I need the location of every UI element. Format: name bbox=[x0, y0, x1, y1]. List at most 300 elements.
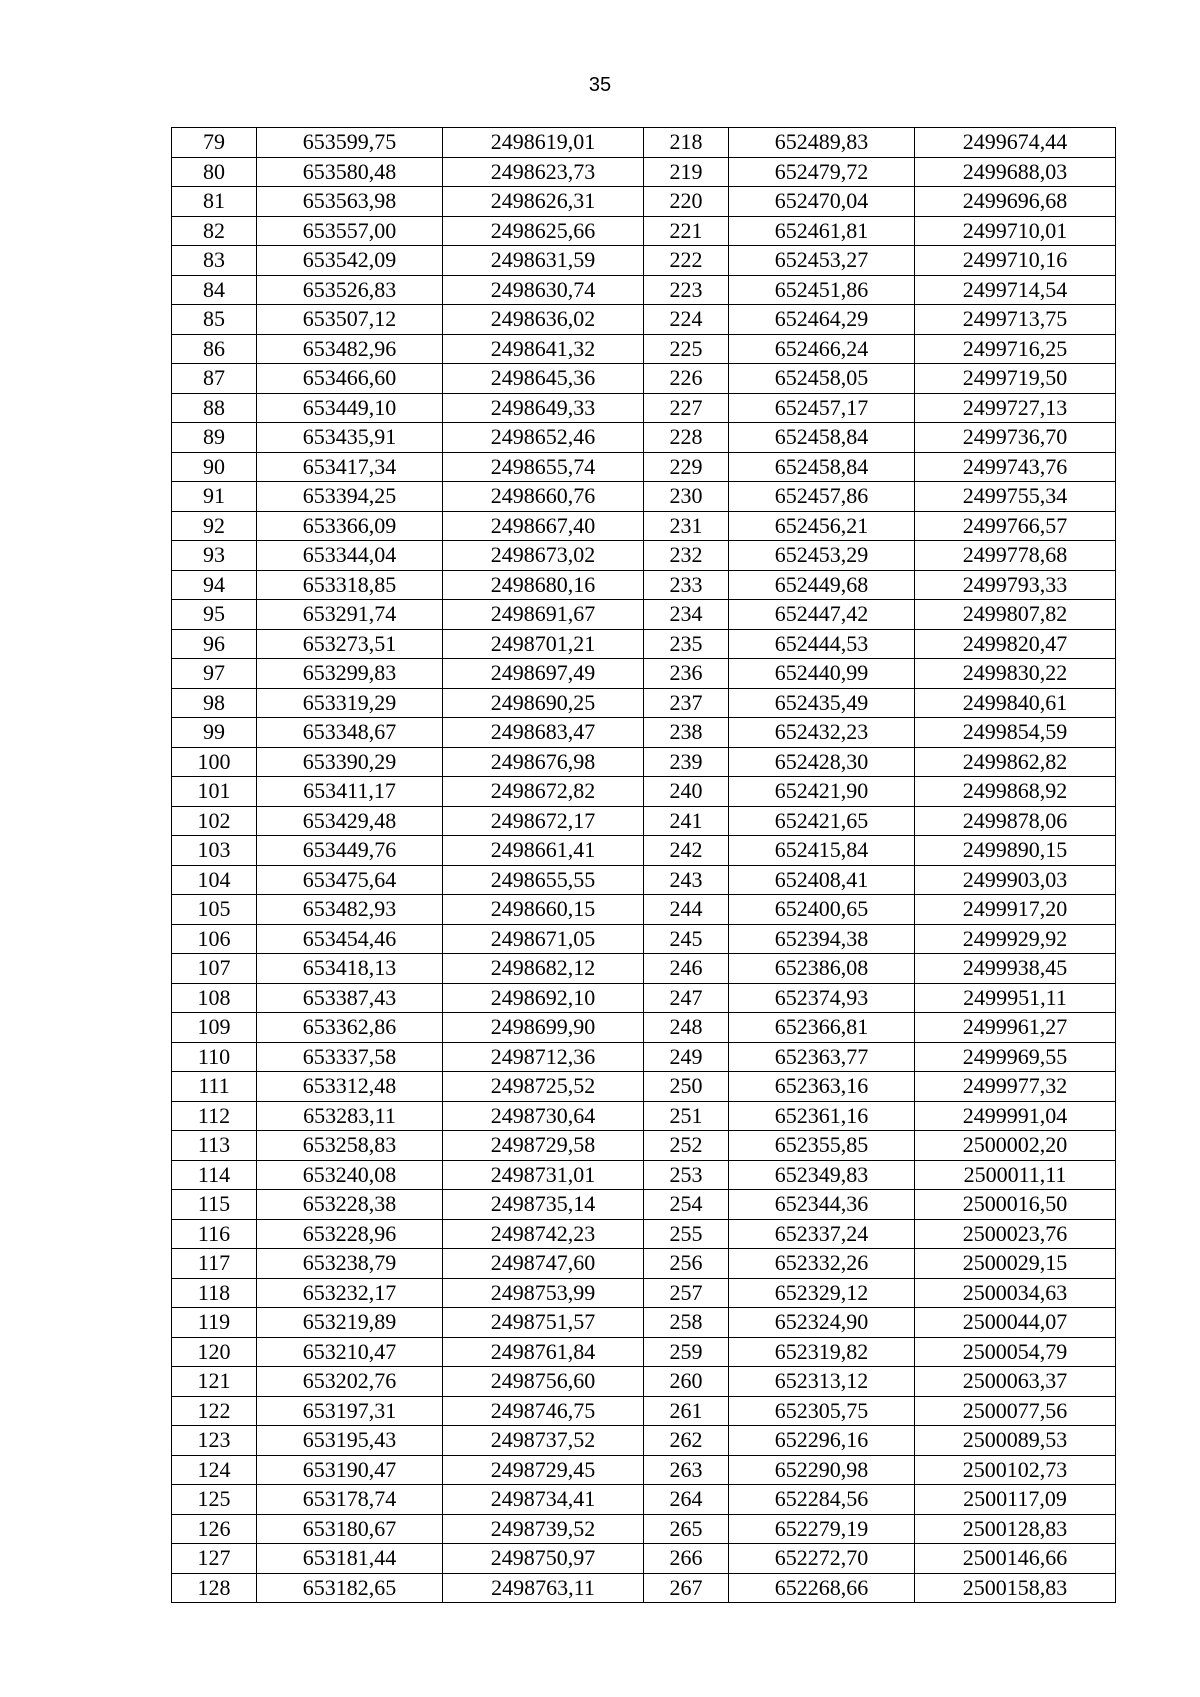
y-coordinate-cell: 2498701,21 bbox=[443, 629, 644, 659]
point-number-cell: 229 bbox=[644, 452, 729, 482]
y-coordinate-cell: 2498761,84 bbox=[443, 1337, 644, 1367]
point-number-cell: 86 bbox=[172, 334, 257, 364]
point-number-cell: 104 bbox=[172, 865, 257, 895]
x-coordinate-cell: 652361,16 bbox=[729, 1101, 915, 1131]
y-coordinate-cell: 2499938,45 bbox=[915, 954, 1116, 984]
table-row bbox=[172, 157, 1116, 187]
x-coordinate-cell: 653390,29 bbox=[257, 747, 443, 777]
x-coordinate-cell: 652464,29 bbox=[729, 305, 915, 335]
y-coordinate-cell: 2500077,56 bbox=[915, 1396, 1116, 1426]
point-number-cell: 233 bbox=[644, 570, 729, 600]
table-row bbox=[172, 1219, 1116, 1249]
point-number-cell: 264 bbox=[644, 1485, 729, 1515]
table-row bbox=[172, 895, 1116, 925]
table-row bbox=[172, 187, 1116, 217]
table-row bbox=[172, 983, 1116, 1013]
point-number-cell: 251 bbox=[644, 1101, 729, 1131]
point-number-cell: 226 bbox=[644, 364, 729, 394]
table-row bbox=[172, 1190, 1116, 1220]
table-row bbox=[172, 1514, 1116, 1544]
y-coordinate-cell: 2499688,03 bbox=[915, 157, 1116, 187]
y-coordinate-cell: 2499736,70 bbox=[915, 423, 1116, 453]
y-coordinate-cell: 2499714,54 bbox=[915, 275, 1116, 305]
table-row bbox=[172, 1072, 1116, 1102]
x-coordinate-cell: 652458,84 bbox=[729, 423, 915, 453]
point-number-cell: 118 bbox=[172, 1278, 257, 1308]
point-number-cell: 109 bbox=[172, 1013, 257, 1043]
point-number-cell: 97 bbox=[172, 659, 257, 689]
point-number-cell: 259 bbox=[644, 1337, 729, 1367]
point-number-cell: 249 bbox=[644, 1042, 729, 1072]
point-number-cell: 95 bbox=[172, 600, 257, 630]
x-coordinate-cell: 653318,85 bbox=[257, 570, 443, 600]
x-coordinate-cell: 652479,72 bbox=[729, 157, 915, 187]
point-number-cell: 221 bbox=[644, 216, 729, 246]
point-number-cell: 79 bbox=[172, 128, 257, 158]
x-coordinate-cell: 653348,67 bbox=[257, 718, 443, 748]
table-row bbox=[172, 1455, 1116, 1485]
point-number-cell: 83 bbox=[172, 246, 257, 276]
table-row bbox=[172, 570, 1116, 600]
y-coordinate-cell: 2499710,16 bbox=[915, 246, 1116, 276]
y-coordinate-cell: 2498660,15 bbox=[443, 895, 644, 925]
y-coordinate-cell: 2499854,59 bbox=[915, 718, 1116, 748]
x-coordinate-cell: 653319,29 bbox=[257, 688, 443, 718]
table-row bbox=[172, 1308, 1116, 1338]
point-number-cell: 121 bbox=[172, 1367, 257, 1397]
y-coordinate-cell: 2498690,25 bbox=[443, 688, 644, 718]
y-coordinate-cell: 2499878,06 bbox=[915, 806, 1116, 836]
y-coordinate-cell: 2498660,76 bbox=[443, 482, 644, 512]
x-coordinate-cell: 652456,21 bbox=[729, 511, 915, 541]
x-coordinate-cell: 653394,25 bbox=[257, 482, 443, 512]
x-coordinate-cell: 653449,10 bbox=[257, 393, 443, 423]
x-coordinate-cell: 652421,90 bbox=[729, 777, 915, 807]
page-number: 35 bbox=[588, 74, 612, 96]
x-coordinate-cell: 653435,91 bbox=[257, 423, 443, 453]
x-coordinate-cell: 652453,27 bbox=[729, 246, 915, 276]
x-coordinate-cell: 653475,64 bbox=[257, 865, 443, 895]
point-number-cell: 243 bbox=[644, 865, 729, 895]
x-coordinate-cell: 653580,48 bbox=[257, 157, 443, 187]
x-coordinate-cell: 653418,13 bbox=[257, 954, 443, 984]
x-coordinate-cell: 652284,56 bbox=[729, 1485, 915, 1515]
x-coordinate-cell: 652451,86 bbox=[729, 275, 915, 305]
table-row bbox=[172, 541, 1116, 571]
table-row bbox=[172, 777, 1116, 807]
x-coordinate-cell: 652355,85 bbox=[729, 1131, 915, 1161]
point-number-cell: 218 bbox=[644, 128, 729, 158]
y-coordinate-cell: 2500011,11 bbox=[915, 1160, 1116, 1190]
point-number-cell: 262 bbox=[644, 1426, 729, 1456]
point-number-cell: 234 bbox=[644, 600, 729, 630]
y-coordinate-cell: 2498729,45 bbox=[443, 1455, 644, 1485]
x-coordinate-cell: 653366,09 bbox=[257, 511, 443, 541]
y-coordinate-cell: 2500034,63 bbox=[915, 1278, 1116, 1308]
y-coordinate-cell: 2499719,50 bbox=[915, 364, 1116, 394]
y-coordinate-cell: 2498636,02 bbox=[443, 305, 644, 335]
y-coordinate-cell: 2500128,83 bbox=[915, 1514, 1116, 1544]
point-number-cell: 96 bbox=[172, 629, 257, 659]
x-coordinate-cell: 653362,86 bbox=[257, 1013, 443, 1043]
table-row bbox=[172, 1013, 1116, 1043]
x-coordinate-cell: 653482,93 bbox=[257, 895, 443, 925]
table-row bbox=[172, 600, 1116, 630]
table-row bbox=[172, 216, 1116, 246]
table-row bbox=[172, 924, 1116, 954]
y-coordinate-cell: 2499793,33 bbox=[915, 570, 1116, 600]
y-coordinate-cell: 2498672,17 bbox=[443, 806, 644, 836]
point-number-cell: 228 bbox=[644, 423, 729, 453]
y-coordinate-cell: 2498673,02 bbox=[443, 541, 644, 571]
table-row bbox=[172, 836, 1116, 866]
x-coordinate-cell: 653232,17 bbox=[257, 1278, 443, 1308]
x-coordinate-cell: 652440,99 bbox=[729, 659, 915, 689]
y-coordinate-cell: 2499696,68 bbox=[915, 187, 1116, 217]
x-coordinate-cell: 652279,19 bbox=[729, 1514, 915, 1544]
table-row bbox=[172, 423, 1116, 453]
point-number-cell: 102 bbox=[172, 806, 257, 836]
y-coordinate-cell: 2498734,41 bbox=[443, 1485, 644, 1515]
x-coordinate-cell: 652329,12 bbox=[729, 1278, 915, 1308]
y-coordinate-cell: 2499710,01 bbox=[915, 216, 1116, 246]
coordinates-table bbox=[171, 127, 1116, 1603]
table-row bbox=[172, 806, 1116, 836]
x-coordinate-cell: 653337,58 bbox=[257, 1042, 443, 1072]
point-number-cell: 265 bbox=[644, 1514, 729, 1544]
table-row bbox=[172, 1544, 1116, 1574]
table-row bbox=[172, 1278, 1116, 1308]
y-coordinate-cell: 2498691,67 bbox=[443, 600, 644, 630]
x-coordinate-cell: 652447,42 bbox=[729, 600, 915, 630]
y-coordinate-cell: 2498630,74 bbox=[443, 275, 644, 305]
y-coordinate-cell: 2498680,16 bbox=[443, 570, 644, 600]
y-coordinate-cell: 2498682,12 bbox=[443, 954, 644, 984]
y-coordinate-cell: 2499951,11 bbox=[915, 983, 1116, 1013]
point-number-cell: 239 bbox=[644, 747, 729, 777]
point-number-cell: 82 bbox=[172, 216, 257, 246]
y-coordinate-cell: 2498683,47 bbox=[443, 718, 644, 748]
point-number-cell: 117 bbox=[172, 1249, 257, 1279]
y-coordinate-cell: 2500023,76 bbox=[915, 1219, 1116, 1249]
table-row bbox=[172, 659, 1116, 689]
point-number-cell: 91 bbox=[172, 482, 257, 512]
table-row bbox=[172, 511, 1116, 541]
point-number-cell: 110 bbox=[172, 1042, 257, 1072]
table-row bbox=[172, 275, 1116, 305]
point-number-cell: 120 bbox=[172, 1337, 257, 1367]
x-coordinate-cell: 653178,74 bbox=[257, 1485, 443, 1515]
x-coordinate-cell: 652337,24 bbox=[729, 1219, 915, 1249]
x-coordinate-cell: 652449,68 bbox=[729, 570, 915, 600]
point-number-cell: 101 bbox=[172, 777, 257, 807]
y-coordinate-cell: 2500054,79 bbox=[915, 1337, 1116, 1367]
point-number-cell: 84 bbox=[172, 275, 257, 305]
point-number-cell: 88 bbox=[172, 393, 257, 423]
y-coordinate-cell: 2498697,49 bbox=[443, 659, 644, 689]
x-coordinate-cell: 653182,65 bbox=[257, 1573, 443, 1603]
table-row bbox=[172, 747, 1116, 777]
x-coordinate-cell: 652363,77 bbox=[729, 1042, 915, 1072]
point-number-cell: 122 bbox=[172, 1396, 257, 1426]
point-number-cell: 94 bbox=[172, 570, 257, 600]
x-coordinate-cell: 652435,49 bbox=[729, 688, 915, 718]
point-number-cell: 257 bbox=[644, 1278, 729, 1308]
y-coordinate-cell: 2499674,44 bbox=[915, 128, 1116, 158]
point-number-cell: 111 bbox=[172, 1072, 257, 1102]
x-coordinate-cell: 652349,83 bbox=[729, 1160, 915, 1190]
x-coordinate-cell: 652366,81 bbox=[729, 1013, 915, 1043]
y-coordinate-cell: 2498671,05 bbox=[443, 924, 644, 954]
x-coordinate-cell: 653542,09 bbox=[257, 246, 443, 276]
point-number-cell: 100 bbox=[172, 747, 257, 777]
point-number-cell: 242 bbox=[644, 836, 729, 866]
point-number-cell: 115 bbox=[172, 1190, 257, 1220]
y-coordinate-cell: 2499969,55 bbox=[915, 1042, 1116, 1072]
point-number-cell: 250 bbox=[644, 1072, 729, 1102]
x-coordinate-cell: 653299,83 bbox=[257, 659, 443, 689]
x-coordinate-cell: 652458,84 bbox=[729, 452, 915, 482]
x-coordinate-cell: 652296,16 bbox=[729, 1426, 915, 1456]
x-coordinate-cell: 652319,82 bbox=[729, 1337, 915, 1367]
point-number-cell: 116 bbox=[172, 1219, 257, 1249]
point-number-cell: 85 bbox=[172, 305, 257, 335]
y-coordinate-cell: 2498626,31 bbox=[443, 187, 644, 217]
point-number-cell: 125 bbox=[172, 1485, 257, 1515]
y-coordinate-cell: 2498652,46 bbox=[443, 423, 644, 453]
point-number-cell: 227 bbox=[644, 393, 729, 423]
table-row bbox=[172, 1131, 1116, 1161]
table-row bbox=[172, 1337, 1116, 1367]
point-number-cell: 224 bbox=[644, 305, 729, 335]
point-number-cell: 119 bbox=[172, 1308, 257, 1338]
point-number-cell: 99 bbox=[172, 718, 257, 748]
y-coordinate-cell: 2498641,32 bbox=[443, 334, 644, 364]
y-coordinate-cell: 2498737,52 bbox=[443, 1426, 644, 1456]
point-number-cell: 223 bbox=[644, 275, 729, 305]
point-number-cell: 108 bbox=[172, 983, 257, 1013]
x-coordinate-cell: 653291,74 bbox=[257, 600, 443, 630]
point-number-cell: 246 bbox=[644, 954, 729, 984]
x-coordinate-cell: 653411,17 bbox=[257, 777, 443, 807]
table-row bbox=[172, 629, 1116, 659]
y-coordinate-cell: 2500016,50 bbox=[915, 1190, 1116, 1220]
y-coordinate-cell: 2499929,92 bbox=[915, 924, 1116, 954]
y-coordinate-cell: 2500117,09 bbox=[915, 1485, 1116, 1515]
y-coordinate-cell: 2498676,98 bbox=[443, 747, 644, 777]
y-coordinate-cell: 2498750,97 bbox=[443, 1544, 644, 1574]
x-coordinate-cell: 653240,08 bbox=[257, 1160, 443, 1190]
x-coordinate-cell: 652313,12 bbox=[729, 1367, 915, 1397]
table-row bbox=[172, 954, 1116, 984]
y-coordinate-cell: 2499820,47 bbox=[915, 629, 1116, 659]
x-coordinate-cell: 652421,65 bbox=[729, 806, 915, 836]
x-coordinate-cell: 652268,66 bbox=[729, 1573, 915, 1603]
x-coordinate-cell: 653507,12 bbox=[257, 305, 443, 335]
y-coordinate-cell: 2499830,22 bbox=[915, 659, 1116, 689]
point-number-cell: 107 bbox=[172, 954, 257, 984]
table-row bbox=[172, 865, 1116, 895]
point-number-cell: 235 bbox=[644, 629, 729, 659]
x-coordinate-cell: 653344,04 bbox=[257, 541, 443, 571]
x-coordinate-cell: 653599,75 bbox=[257, 128, 443, 158]
y-coordinate-cell: 2498645,36 bbox=[443, 364, 644, 394]
point-number-cell: 225 bbox=[644, 334, 729, 364]
y-coordinate-cell: 2499862,82 bbox=[915, 747, 1116, 777]
y-coordinate-cell: 2499716,25 bbox=[915, 334, 1116, 364]
y-coordinate-cell: 2498756,60 bbox=[443, 1367, 644, 1397]
coordinates-table-body bbox=[172, 128, 1116, 1603]
y-coordinate-cell: 2498763,11 bbox=[443, 1573, 644, 1603]
y-coordinate-cell: 2498742,23 bbox=[443, 1219, 644, 1249]
x-coordinate-cell: 652386,08 bbox=[729, 954, 915, 984]
y-coordinate-cell: 2499743,76 bbox=[915, 452, 1116, 482]
x-coordinate-cell: 653190,47 bbox=[257, 1455, 443, 1485]
y-coordinate-cell: 2498661,41 bbox=[443, 836, 644, 866]
x-coordinate-cell: 652432,23 bbox=[729, 718, 915, 748]
x-coordinate-cell: 653526,83 bbox=[257, 275, 443, 305]
y-coordinate-cell: 2500029,15 bbox=[915, 1249, 1116, 1279]
x-coordinate-cell: 653197,31 bbox=[257, 1396, 443, 1426]
x-coordinate-cell: 652332,26 bbox=[729, 1249, 915, 1279]
y-coordinate-cell: 2498667,40 bbox=[443, 511, 644, 541]
x-coordinate-cell: 653449,76 bbox=[257, 836, 443, 866]
point-number-cell: 222 bbox=[644, 246, 729, 276]
x-coordinate-cell: 653312,48 bbox=[257, 1072, 443, 1102]
table-row bbox=[172, 305, 1116, 335]
x-coordinate-cell: 653202,76 bbox=[257, 1367, 443, 1397]
y-coordinate-cell: 2498623,73 bbox=[443, 157, 644, 187]
y-coordinate-cell: 2499778,68 bbox=[915, 541, 1116, 571]
point-number-cell: 252 bbox=[644, 1131, 729, 1161]
x-coordinate-cell: 652400,65 bbox=[729, 895, 915, 925]
point-number-cell: 92 bbox=[172, 511, 257, 541]
y-coordinate-cell: 2499890,15 bbox=[915, 836, 1116, 866]
x-coordinate-cell: 653557,00 bbox=[257, 216, 443, 246]
x-coordinate-cell: 652428,30 bbox=[729, 747, 915, 777]
point-number-cell: 240 bbox=[644, 777, 729, 807]
x-coordinate-cell: 652363,16 bbox=[729, 1072, 915, 1102]
y-coordinate-cell: 2498747,60 bbox=[443, 1249, 644, 1279]
table-row bbox=[172, 1160, 1116, 1190]
y-coordinate-cell: 2499868,92 bbox=[915, 777, 1116, 807]
x-coordinate-cell: 653210,47 bbox=[257, 1337, 443, 1367]
point-number-cell: 258 bbox=[644, 1308, 729, 1338]
y-coordinate-cell: 2498655,74 bbox=[443, 452, 644, 482]
y-coordinate-cell: 2500089,53 bbox=[915, 1426, 1116, 1456]
y-coordinate-cell: 2499713,75 bbox=[915, 305, 1116, 335]
x-coordinate-cell: 652457,86 bbox=[729, 482, 915, 512]
x-coordinate-cell: 653273,51 bbox=[257, 629, 443, 659]
x-coordinate-cell: 652408,41 bbox=[729, 865, 915, 895]
x-coordinate-cell: 653228,96 bbox=[257, 1219, 443, 1249]
point-number-cell: 263 bbox=[644, 1455, 729, 1485]
x-coordinate-cell: 652444,53 bbox=[729, 629, 915, 659]
x-coordinate-cell: 652489,83 bbox=[729, 128, 915, 158]
y-coordinate-cell: 2498739,52 bbox=[443, 1514, 644, 1544]
table-row bbox=[172, 334, 1116, 364]
y-coordinate-cell: 2498631,59 bbox=[443, 246, 644, 276]
x-coordinate-cell: 652466,24 bbox=[729, 334, 915, 364]
y-coordinate-cell: 2498619,01 bbox=[443, 128, 644, 158]
y-coordinate-cell: 2499977,32 bbox=[915, 1072, 1116, 1102]
y-coordinate-cell: 2498751,57 bbox=[443, 1308, 644, 1338]
table-row bbox=[172, 718, 1116, 748]
point-number-cell: 98 bbox=[172, 688, 257, 718]
x-coordinate-cell: 653429,48 bbox=[257, 806, 443, 836]
point-number-cell: 248 bbox=[644, 1013, 729, 1043]
x-coordinate-cell: 653258,83 bbox=[257, 1131, 443, 1161]
point-number-cell: 244 bbox=[644, 895, 729, 925]
table-row bbox=[172, 1573, 1116, 1603]
point-number-cell: 105 bbox=[172, 895, 257, 925]
point-number-cell: 128 bbox=[172, 1573, 257, 1603]
point-number-cell: 236 bbox=[644, 659, 729, 689]
y-coordinate-cell: 2499903,03 bbox=[915, 865, 1116, 895]
table-row bbox=[172, 452, 1116, 482]
y-coordinate-cell: 2498731,01 bbox=[443, 1160, 644, 1190]
x-coordinate-cell: 653228,38 bbox=[257, 1190, 443, 1220]
point-number-cell: 113 bbox=[172, 1131, 257, 1161]
y-coordinate-cell: 2500146,66 bbox=[915, 1544, 1116, 1574]
point-number-cell: 260 bbox=[644, 1367, 729, 1397]
point-number-cell: 231 bbox=[644, 511, 729, 541]
point-number-cell: 89 bbox=[172, 423, 257, 453]
point-number-cell: 241 bbox=[644, 806, 729, 836]
x-coordinate-cell: 653219,89 bbox=[257, 1308, 443, 1338]
x-coordinate-cell: 652272,70 bbox=[729, 1544, 915, 1574]
table-row bbox=[172, 364, 1116, 394]
y-coordinate-cell: 2499755,34 bbox=[915, 482, 1116, 512]
point-number-cell: 261 bbox=[644, 1396, 729, 1426]
y-coordinate-cell: 2499917,20 bbox=[915, 895, 1116, 925]
x-coordinate-cell: 653482,96 bbox=[257, 334, 443, 364]
y-coordinate-cell: 2500002,20 bbox=[915, 1131, 1116, 1161]
table-row bbox=[172, 1367, 1116, 1397]
point-number-cell: 245 bbox=[644, 924, 729, 954]
point-number-cell: 247 bbox=[644, 983, 729, 1013]
y-coordinate-cell: 2498725,52 bbox=[443, 1072, 644, 1102]
point-number-cell: 127 bbox=[172, 1544, 257, 1574]
y-coordinate-cell: 2499991,04 bbox=[915, 1101, 1116, 1131]
point-number-cell: 238 bbox=[644, 718, 729, 748]
x-coordinate-cell: 653283,11 bbox=[257, 1101, 443, 1131]
y-coordinate-cell: 2500102,73 bbox=[915, 1455, 1116, 1485]
point-number-cell: 112 bbox=[172, 1101, 257, 1131]
y-coordinate-cell: 2499766,57 bbox=[915, 511, 1116, 541]
y-coordinate-cell: 2498729,58 bbox=[443, 1131, 644, 1161]
x-coordinate-cell: 653238,79 bbox=[257, 1249, 443, 1279]
point-number-cell: 87 bbox=[172, 364, 257, 394]
table-row bbox=[172, 246, 1116, 276]
y-coordinate-cell: 2499840,61 bbox=[915, 688, 1116, 718]
point-number-cell: 254 bbox=[644, 1190, 729, 1220]
y-coordinate-cell: 2498655,55 bbox=[443, 865, 644, 895]
point-number-cell: 255 bbox=[644, 1219, 729, 1249]
x-coordinate-cell: 652290,98 bbox=[729, 1455, 915, 1485]
y-coordinate-cell: 2498699,90 bbox=[443, 1013, 644, 1043]
x-coordinate-cell: 652470,04 bbox=[729, 187, 915, 217]
x-coordinate-cell: 652457,17 bbox=[729, 393, 915, 423]
point-number-cell: 230 bbox=[644, 482, 729, 512]
point-number-cell: 256 bbox=[644, 1249, 729, 1279]
y-coordinate-cell: 2498712,36 bbox=[443, 1042, 644, 1072]
y-coordinate-cell: 2498649,33 bbox=[443, 393, 644, 423]
table-row bbox=[172, 393, 1116, 423]
y-coordinate-cell: 2498672,82 bbox=[443, 777, 644, 807]
x-coordinate-cell: 653181,44 bbox=[257, 1544, 443, 1574]
y-coordinate-cell: 2498730,64 bbox=[443, 1101, 644, 1131]
